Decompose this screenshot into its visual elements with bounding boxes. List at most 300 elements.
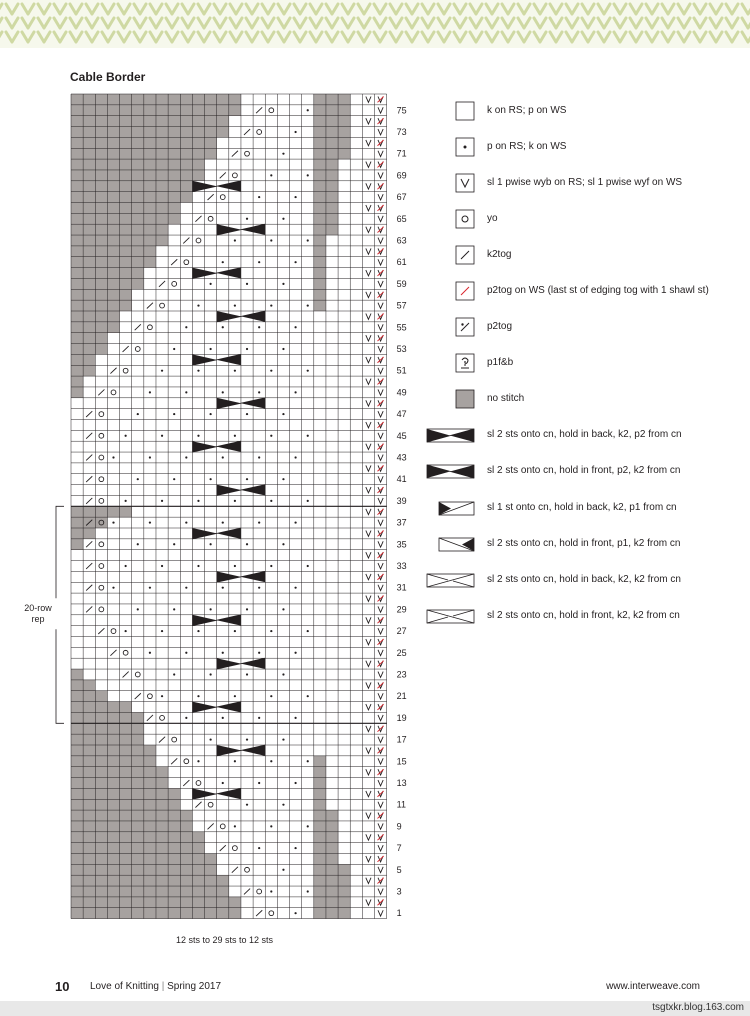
- no-stitch-cell: [144, 832, 156, 843]
- no-stitch-cell: [168, 148, 180, 159]
- no-stitch-cell: [180, 843, 192, 854]
- purl-dot: [270, 435, 272, 437]
- no-stitch-cell: [180, 192, 192, 203]
- no-stitch-cell: [132, 778, 144, 789]
- no-stitch-cell: [156, 224, 168, 235]
- no-stitch-cell: [107, 778, 119, 789]
- no-stitch-cell: [120, 289, 132, 300]
- no-stitch-cell: [180, 181, 192, 192]
- no-stitch-cell: [314, 854, 326, 865]
- no-stitch-cell: [95, 712, 107, 723]
- no-stitch-cell: [168, 94, 180, 105]
- no-stitch-cell: [229, 897, 241, 908]
- no-stitch-cell: [71, 875, 83, 886]
- no-stitch-cell: [156, 213, 168, 224]
- purl-dot: [294, 717, 296, 719]
- no-stitch-cell: [192, 864, 204, 875]
- no-stitch-cell: [192, 170, 204, 181]
- no-stitch-cell: [156, 235, 168, 246]
- no-stitch-cell: [95, 745, 107, 756]
- legend-label: k2tog: [487, 249, 512, 260]
- no-stitch-cell: [83, 170, 95, 181]
- purl-dot: [246, 478, 248, 480]
- no-stitch-cell: [132, 105, 144, 116]
- no-stitch-cell: [95, 94, 107, 105]
- legend-item: [420, 533, 750, 557]
- no-stitch-cell: [120, 778, 132, 789]
- no-stitch-cell: [168, 832, 180, 843]
- no-stitch-cell: [120, 192, 132, 203]
- no-stitch-cell: [156, 203, 168, 214]
- no-stitch-cell: [217, 875, 229, 886]
- no-stitch-cell: [83, 864, 95, 875]
- no-stitch-cell: [107, 322, 119, 333]
- legend-label: p2tog on WS (last st of edging tog with 1 shawl st): [487, 285, 709, 296]
- no-stitch-cell: [95, 278, 107, 289]
- no-stitch-cell: [314, 799, 326, 810]
- website-link[interactable]: www.interweave.com: [606, 981, 700, 992]
- no-stitch-cell: [314, 116, 326, 127]
- row-number: 39: [396, 495, 407, 506]
- no-stitch-cell: [168, 821, 180, 832]
- no-stitch-cell: [314, 203, 326, 214]
- row-number: 47: [396, 409, 407, 420]
- no-stitch-cell: [83, 311, 95, 322]
- publication-name: Love of Knitting: [90, 981, 159, 992]
- no-stitch-cell: [132, 886, 144, 897]
- purl-dot: [210, 543, 212, 545]
- no-stitch-cell: [217, 127, 229, 138]
- purl-dot: [222, 782, 224, 784]
- row-number: 37: [396, 517, 407, 528]
- no-stitch-cell: [120, 897, 132, 908]
- no-stitch-cell: [314, 788, 326, 799]
- no-stitch-cell: [107, 235, 119, 246]
- no-stitch-cell: [168, 908, 180, 919]
- no-stitch-cell: [120, 246, 132, 257]
- no-stitch-cell: [71, 116, 83, 127]
- no-stitch-cell: [314, 268, 326, 279]
- no-stitch-cell: [314, 137, 326, 148]
- purl-dot: [258, 261, 260, 263]
- no-stitch-cell: [120, 712, 132, 723]
- no-stitch-cell: [156, 767, 168, 778]
- no-stitch-cell: [95, 517, 107, 528]
- no-stitch-cell: [144, 897, 156, 908]
- no-stitch-cell: [120, 170, 132, 181]
- row-number: 13: [396, 777, 407, 788]
- no-stitch-cell: [95, 778, 107, 789]
- no-stitch-cell: [180, 810, 192, 821]
- no-stitch-cell: [132, 127, 144, 138]
- purl-dot: [246, 218, 248, 220]
- cable-2-1-front-purl-icon: [420, 533, 480, 557]
- purl-dot: [307, 760, 309, 762]
- no-stitch-cell: [95, 788, 107, 799]
- no-stitch-cell: [168, 897, 180, 908]
- no-stitch-cell: [338, 864, 350, 875]
- no-stitch-cell: [71, 702, 83, 713]
- purl-dot: [294, 587, 296, 589]
- purl-dot: [222, 456, 224, 458]
- no-stitch-cell: [192, 832, 204, 843]
- no-stitch-cell: [120, 203, 132, 214]
- purl-dot: [270, 500, 272, 502]
- no-stitch-cell: [83, 246, 95, 257]
- no-stitch-cell: [95, 691, 107, 702]
- purl-dot: [149, 521, 151, 523]
- purl-dot: [197, 304, 199, 306]
- purl-dot: [161, 435, 163, 437]
- no-stitch-cell: [120, 702, 132, 713]
- no-stitch-cell: [83, 257, 95, 268]
- purl-dot: [222, 652, 224, 654]
- no-stitch-cell: [107, 116, 119, 127]
- purl-dot: [210, 348, 212, 350]
- no-stitch-cell: [95, 886, 107, 897]
- no-stitch-cell: [144, 224, 156, 235]
- stitch-count-caption: 12 sts to 29 sts to 12 sts: [176, 935, 274, 945]
- row-number: 27: [396, 626, 407, 637]
- no-stitch-cell: [120, 734, 132, 745]
- no-stitch-cell: [95, 235, 107, 246]
- no-stitch-cell: [314, 756, 326, 767]
- no-stitch-cell: [326, 192, 338, 203]
- row-number: 55: [396, 322, 407, 333]
- no-stitch-cell: [156, 864, 168, 875]
- purl-dot: [161, 370, 163, 372]
- purl-dot: [125, 565, 127, 567]
- no-stitch-cell: [180, 832, 192, 843]
- no-stitch-cell: [156, 832, 168, 843]
- no-stitch-cell: [83, 843, 95, 854]
- no-stitch-cell: [326, 170, 338, 181]
- no-stitch-cell: [180, 137, 192, 148]
- no-stitch-cell: [120, 213, 132, 224]
- no-stitch-cell: [314, 159, 326, 170]
- no-stitch-cell: [83, 734, 95, 745]
- no-stitch-cell: [144, 235, 156, 246]
- no-stitch-cell: [180, 105, 192, 116]
- no-stitch-cell: [144, 192, 156, 203]
- purl-dot: [258, 391, 260, 393]
- no-stitch-cell: [326, 875, 338, 886]
- no-stitch-cell: [156, 897, 168, 908]
- no-stitch-cell: [107, 908, 119, 919]
- purl-dot: [258, 782, 260, 784]
- no-stitch-cell: [95, 116, 107, 127]
- no-stitch-cell: [314, 767, 326, 778]
- no-stitch-cell: [95, 322, 107, 333]
- no-stitch-cell: [83, 235, 95, 246]
- no-stitch-cell: [83, 832, 95, 843]
- no-stitch-cell: [168, 203, 180, 214]
- no-stitch-cell: [107, 257, 119, 268]
- purl-dot: [234, 370, 236, 372]
- no-stitch-cell: [71, 886, 83, 897]
- no-stitch-cell: [144, 257, 156, 268]
- no-stitch-cell: [132, 257, 144, 268]
- no-stitch-cell: [326, 843, 338, 854]
- purl-dot: [234, 304, 236, 306]
- row-number: 45: [396, 430, 407, 441]
- no-stitch-cell: [168, 192, 180, 203]
- no-stitch-cell: [71, 344, 83, 355]
- purl-dot: [125, 435, 127, 437]
- purl-dot: [185, 587, 187, 589]
- no-stitch-cell: [71, 680, 83, 691]
- no-stitch-cell: [71, 257, 83, 268]
- row-number: 43: [396, 452, 407, 463]
- purl-dot: [173, 673, 175, 675]
- purl-dot: [307, 890, 309, 892]
- no-stitch-cell: [71, 810, 83, 821]
- no-stitch-cell: [205, 897, 217, 908]
- no-stitch-cell: [83, 821, 95, 832]
- purl-dot: [246, 413, 248, 415]
- no-stitch-cell: [156, 821, 168, 832]
- no-stitch-cell: [156, 854, 168, 865]
- no-stitch-cell: [83, 289, 95, 300]
- no-stitch-cell: [168, 875, 180, 886]
- no-stitch-cell: [144, 745, 156, 756]
- purl-dot: [210, 283, 212, 285]
- no-stitch-cell: [71, 181, 83, 192]
- no-stitch-cell: [314, 289, 326, 300]
- no-stitch-cell: [326, 810, 338, 821]
- purl-dot: [185, 456, 187, 458]
- no-stitch-cell: [144, 864, 156, 875]
- purl-dot: [149, 391, 151, 393]
- no-stitch-cell: [192, 875, 204, 886]
- purl-dot: [185, 391, 187, 393]
- purl-dot: [137, 543, 139, 545]
- purl-dot: [210, 673, 212, 675]
- no-stitch-cell: [107, 159, 119, 170]
- no-stitch-cell: [71, 170, 83, 181]
- no-stitch-cell: [71, 127, 83, 138]
- no-stitch-cell: [144, 246, 156, 257]
- no-stitch-cell: [314, 170, 326, 181]
- row-number: 65: [396, 213, 407, 224]
- no-stitch-cell: [120, 788, 132, 799]
- no-stitch-cell: [314, 300, 326, 311]
- no-stitch-cell: [144, 159, 156, 170]
- row-number: 59: [396, 278, 407, 289]
- no-stitch-cell: [95, 105, 107, 116]
- no-stitch-cell: [144, 821, 156, 832]
- no-stitch-cell: [132, 756, 144, 767]
- blank-square-icon: [420, 100, 480, 124]
- no-stitch-cell: [107, 94, 119, 105]
- no-stitch-cell: [314, 810, 326, 821]
- purl-dot: [197, 435, 199, 437]
- cable-2-1-back-purl-icon: [420, 497, 480, 521]
- no-stitch-cell: [132, 788, 144, 799]
- no-stitch-cell: [120, 767, 132, 778]
- purl-dot: [307, 239, 309, 241]
- no-stitch-cell: [95, 810, 107, 821]
- no-stitch-cell: [156, 778, 168, 789]
- no-stitch-cell: [192, 116, 204, 127]
- no-stitch-cell: [205, 105, 217, 116]
- purl-dot: [282, 608, 284, 610]
- purl-dot: [246, 804, 248, 806]
- no-stitch-cell: [120, 235, 132, 246]
- row-number: 7: [396, 843, 402, 854]
- no-stitch-cell: [338, 886, 350, 897]
- no-stitch-cell: [132, 745, 144, 756]
- no-stitch-cell: [326, 832, 338, 843]
- purl-dot: [270, 890, 272, 892]
- no-stitch-cell: [132, 712, 144, 723]
- no-stitch-cell: [95, 127, 107, 138]
- row-number: 73: [396, 126, 407, 137]
- no-stitch-cell: [314, 886, 326, 897]
- no-stitch-cell: [95, 159, 107, 170]
- purl-dot: [234, 825, 236, 827]
- no-stitch-cell: [71, 712, 83, 723]
- no-stitch-cell: [192, 843, 204, 854]
- no-stitch-cell: [168, 127, 180, 138]
- no-stitch-cell: [120, 875, 132, 886]
- purl-dot: [210, 478, 212, 480]
- no-stitch-cell: [314, 778, 326, 789]
- no-stitch-cell: [95, 257, 107, 268]
- purl-dot: [234, 565, 236, 567]
- no-stitch-cell: [120, 159, 132, 170]
- purl-dot: [246, 608, 248, 610]
- no-stitch-cell: [314, 908, 326, 919]
- no-stitch-cell: [71, 278, 83, 289]
- no-stitch-cell: [132, 94, 144, 105]
- no-stitch-cell: [83, 528, 95, 539]
- no-stitch-cell: [144, 908, 156, 919]
- no-stitch-cell: [71, 322, 83, 333]
- no-stitch-cell: [71, 300, 83, 311]
- no-stitch-cell: [180, 897, 192, 908]
- no-stitch-cell: [107, 289, 119, 300]
- legend-label: k on RS; p on WS: [487, 105, 567, 116]
- purl-dot: [294, 391, 296, 393]
- no-stitch-cell: [107, 745, 119, 756]
- purl-dot: [307, 370, 309, 372]
- red-slash-icon: [420, 280, 480, 304]
- no-stitch-cell: [71, 767, 83, 778]
- no-stitch-cell: [205, 875, 217, 886]
- purl-dot: [307, 500, 309, 502]
- no-stitch-cell: [71, 365, 83, 376]
- no-stitch-cell: [83, 354, 95, 365]
- purl-dot: [161, 695, 163, 697]
- legend-label: sl 1 pwise wyb on RS; sl 1 pwise wyf on WS: [487, 177, 683, 188]
- no-stitch-cell: [144, 127, 156, 138]
- no-stitch-cell: [95, 799, 107, 810]
- no-stitch-cell: [132, 137, 144, 148]
- no-stitch-cell: [180, 159, 192, 170]
- no-stitch-cell: [120, 886, 132, 897]
- no-stitch-cell: [217, 105, 229, 116]
- no-stitch-cell: [132, 908, 144, 919]
- no-stitch-cell: [326, 886, 338, 897]
- row-number: 53: [396, 343, 407, 354]
- no-stitch-cell: [83, 691, 95, 702]
- no-stitch-cell: [205, 148, 217, 159]
- separator: |: [161, 981, 165, 992]
- purl-dot: [246, 348, 248, 350]
- cable-2-2-front-icon: [420, 605, 480, 629]
- no-stitch-cell: [107, 105, 119, 116]
- purl-dot: [270, 174, 272, 176]
- no-stitch-cell: [132, 810, 144, 821]
- no-stitch-cell: [71, 745, 83, 756]
- purl-dot: [282, 738, 284, 740]
- no-stitch-cell: [132, 864, 144, 875]
- no-stitch-cell: [107, 192, 119, 203]
- legend-label: sl 2 sts onto cn, hold in front, p2, k2 from cn: [487, 465, 681, 476]
- no-stitch-cell: [168, 213, 180, 224]
- purl-dot: [307, 565, 309, 567]
- no-stitch-cell: [107, 821, 119, 832]
- no-stitch-cell: [95, 723, 107, 734]
- no-stitch-cell: [95, 224, 107, 235]
- no-stitch-cell: [156, 788, 168, 799]
- no-stitch-cell: [95, 908, 107, 919]
- no-stitch-cell: [83, 224, 95, 235]
- purl-dot: [149, 456, 151, 458]
- no-stitch-cell: [156, 94, 168, 105]
- no-stitch-cell: [95, 333, 107, 344]
- no-stitch-cell: [180, 94, 192, 105]
- no-stitch-cell: [326, 224, 338, 235]
- no-stitch-cell: [314, 875, 326, 886]
- no-stitch-cell: [107, 767, 119, 778]
- no-stitch-cell: [144, 105, 156, 116]
- no-stitch-cell: [120, 137, 132, 148]
- no-stitch-cell: [326, 148, 338, 159]
- legend-label: p on RS; k on WS: [487, 141, 567, 152]
- purl-dot: [270, 695, 272, 697]
- no-stitch-cell: [180, 875, 192, 886]
- legend-item: [420, 497, 750, 521]
- no-stitch-cell: [144, 203, 156, 214]
- no-stitch-cell: [144, 213, 156, 224]
- no-stitch-cell: [107, 712, 119, 723]
- no-stitch-cell: [156, 799, 168, 810]
- purl-dot: [234, 239, 236, 241]
- no-stitch-cell: [120, 181, 132, 192]
- no-stitch-cell: [71, 387, 83, 398]
- no-stitch-cell: [107, 886, 119, 897]
- no-stitch-cell: [83, 778, 95, 789]
- purl-dot: [185, 717, 187, 719]
- no-stitch-cell: [71, 854, 83, 865]
- no-stitch-cell: [120, 723, 132, 734]
- no-stitch-cell: [120, 908, 132, 919]
- no-stitch-cell: [83, 127, 95, 138]
- purl-dot: [258, 326, 260, 328]
- no-stitch-cell: [107, 148, 119, 159]
- purl-dot: [185, 521, 187, 523]
- no-stitch-cell: [120, 105, 132, 116]
- no-stitch-cell: [120, 864, 132, 875]
- no-stitch-cell: [144, 788, 156, 799]
- purl-dot: [173, 413, 175, 415]
- no-stitch-cell: [314, 94, 326, 105]
- no-stitch-cell: [168, 810, 180, 821]
- no-stitch-cell: [229, 908, 241, 919]
- no-stitch-cell: [314, 278, 326, 289]
